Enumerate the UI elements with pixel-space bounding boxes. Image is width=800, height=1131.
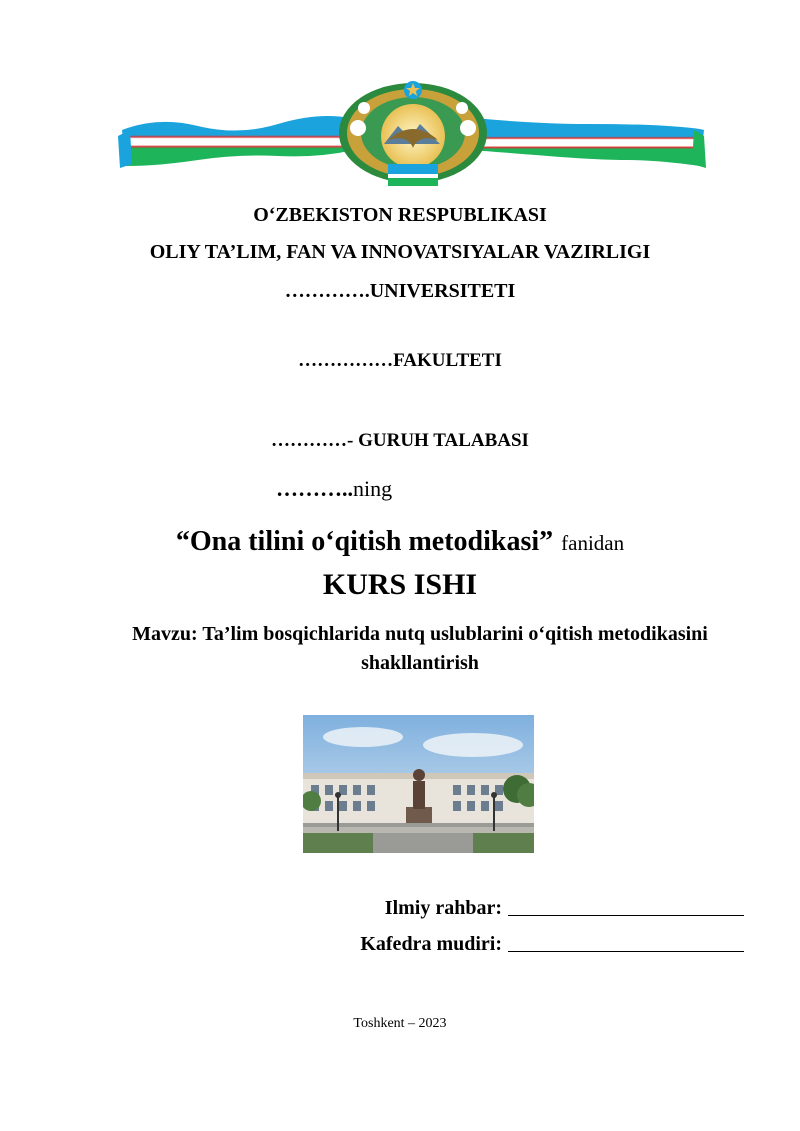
advisor-signature-line	[508, 914, 744, 916]
document-title: KURS ISHI	[322, 568, 478, 601]
subject-line	[0, 526, 800, 558]
advisor-signature-row	[385, 897, 744, 920]
head-signature-row	[360, 933, 744, 956]
faculty-name: ……………FAKULTETI	[298, 350, 502, 371]
place-year: Toshkent – 2023	[353, 1016, 447, 1031]
student-name-line	[276, 476, 392, 502]
advisor-label: Ilmiy rahbar:	[384, 897, 502, 919]
university-name: ………….UNIVERSITETI	[284, 280, 516, 302]
topic-line-1: Mavzu: Ta’lim bosqichlarida nutq uslublarini o‘qitish metodikasini	[132, 623, 708, 645]
university-campus-photo	[303, 715, 534, 853]
topic-line-2: shakllantirish	[361, 652, 479, 674]
student-name-placeholder: ………..	[276, 476, 353, 501]
student-name-suffix: ning	[353, 476, 393, 501]
topic-block	[90, 620, 750, 678]
state-emblem-icon	[118, 78, 708, 196]
head-signature-line	[508, 950, 744, 952]
subject-name: “Ona tilini o‘qitish metodikasi”	[175, 526, 554, 557]
group-line: …………- GURUH TALABASI	[271, 430, 529, 451]
country-name: O‘ZBEKISTON RESPUBLIKASI	[253, 204, 547, 226]
head-label: Kafedra mudiri:	[360, 933, 502, 955]
subject-suffix: fanidan	[561, 531, 625, 555]
ministry-name: OLIY TA’LIM, FAN VA INNOVATSIYALAR VAZIRLIGI	[149, 241, 651, 263]
